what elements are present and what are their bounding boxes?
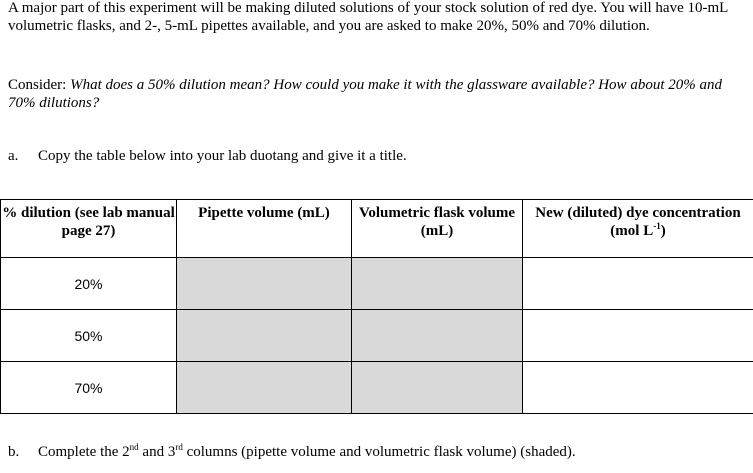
dilution-cell: 50% (1, 310, 177, 362)
dilution-cell: 20% (1, 258, 177, 310)
instruction-a-text: Copy the table below into your lab duotang and give it a title. (38, 148, 407, 164)
instruction-a (8, 147, 407, 165)
header-flask-volume: Volumetric flask volume (mL) (352, 200, 523, 258)
consider-label: Consider: (8, 77, 67, 93)
pipette-volume-cell (177, 310, 352, 362)
dilution-cell: 70% (1, 362, 177, 414)
pipette-volume-cell (177, 258, 352, 310)
instruction-b (8, 443, 576, 461)
flask-volume-cell (352, 362, 523, 414)
header-new-concentration-text: New (diluted) dye concentration (mol L (535, 205, 741, 239)
flask-volume-cell (352, 310, 523, 362)
table-row (1, 362, 753, 414)
table-row (1, 310, 753, 362)
flask-volume-cell (352, 258, 523, 310)
instruction-b-text-3: columns (pipette volume and volumetric flask volume) (shaded). (182, 444, 576, 460)
intro-paragraph: A major part of this experiment will be making diluted solutions of your stock solution of red dye. You will have 10-mL volumetric flasks, and 2-, 5-mL pipettes available, and you are asked to make 20%, 50% and 70% dilution. (8, 0, 728, 34)
header-new-concentration-close: ) (660, 223, 666, 239)
instruction-b-marker: b. (8, 444, 20, 460)
instruction-b-text-2: and 3 (138, 444, 176, 460)
header-new-concentration (523, 200, 753, 258)
concentration-cell (523, 362, 753, 414)
table-row (1, 258, 753, 310)
instruction-a-marker: a. (8, 148, 19, 164)
table-header-row (1, 200, 753, 258)
pipette-volume-cell (177, 362, 352, 414)
header-percent-dilution: % dilution (see lab manual page 27) (1, 200, 177, 258)
consider-paragraph (8, 77, 743, 112)
instruction-b-text-1: Complete the 2 (38, 444, 130, 460)
dilution-table (0, 199, 753, 414)
header-pipette-volume: Pipette volume (mL) (177, 200, 352, 258)
instruction-b-sup-1: nd (129, 442, 139, 452)
header-new-concentration-exponent: -1 (653, 221, 661, 231)
concentration-cell (523, 310, 753, 362)
instruction-b-sup-2: rd (175, 442, 183, 452)
consider-question: What does a 50% dilution mean? How could you make it with the glassware available? How about 20% and 70% dilutions? (8, 77, 722, 111)
concentration-cell (523, 258, 753, 310)
